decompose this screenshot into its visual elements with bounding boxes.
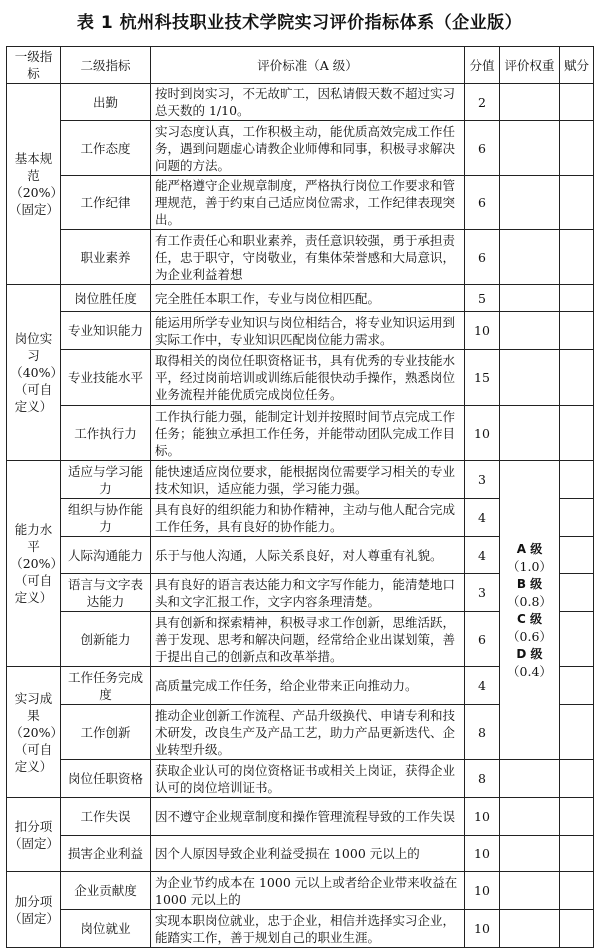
item-name: 损害企业利益 [61, 836, 151, 872]
score-value: 3 [465, 461, 500, 499]
criteria-text: 按时到岗实习，不无故旷工，因私请假天数不超过实习总天数的 1/10。 [151, 84, 465, 121]
criteria-text: 推动企业创新工作流程、产品升级换代、申请专利和技术研发，改良生产及产品工艺，助力产品更新迭代、企业转型升级。 [151, 705, 465, 760]
header-assigned: 赋分 [560, 47, 594, 84]
assigned-score-cell[interactable] [560, 176, 594, 230]
item-name: 职业素养 [61, 230, 151, 285]
table-row [7, 461, 594, 499]
criteria-text: 有工作责任心和职业素养，责任意识较强，勇于承担责任，忠于职守，守岗敬业，有集体荣誉感和大局意识，为企业利益着想 [151, 230, 465, 285]
weight-a-label: A 级 [516, 542, 543, 556]
header-row [7, 47, 594, 84]
weight-cell [500, 230, 560, 285]
table-row [7, 406, 594, 461]
weight-cell [500, 836, 560, 872]
criteria-text: 工作执行能力强，能制定计划并按照时间节点完成工作任务；能独立承担工作任务，并能带动团队完成工作目标。 [151, 406, 465, 461]
table-row [7, 285, 594, 312]
group-name: 加分项（固定） [7, 872, 61, 948]
assigned-score-cell[interactable] [560, 230, 594, 285]
weight-cell [500, 285, 560, 312]
header-score: 分值 [465, 47, 500, 84]
header-level2: 二级指标 [61, 47, 151, 84]
score-value: 10 [465, 872, 500, 910]
header-criteria: 评价标准（A 级） [151, 47, 465, 84]
assigned-score-cell[interactable] [560, 612, 594, 667]
assigned-score-cell[interactable] [560, 406, 594, 461]
table-row [7, 760, 594, 798]
score-value: 10 [465, 406, 500, 461]
criteria-text: 能严格遵守企业规章制度，严格执行岗位工作要求和管理规范，善于约束自己适应岗位需求，工作纪律表现突出。 [151, 176, 465, 230]
weight-cell [500, 121, 560, 176]
score-value: 4 [465, 537, 500, 574]
criteria-text: 高质量完成工作任务，给企业带来正向推动力。 [151, 667, 465, 705]
assigned-score-cell[interactable] [560, 84, 594, 121]
item-name: 人际沟通能力 [61, 537, 151, 574]
weight-cell [500, 176, 560, 230]
score-value: 2 [465, 84, 500, 121]
item-name: 岗位就业 [61, 910, 151, 948]
assigned-score-cell[interactable] [560, 537, 594, 574]
table-row [7, 84, 594, 121]
weight-d-value: （0.4） [507, 664, 552, 679]
header-level1: 一级指标 [7, 47, 61, 84]
table-row [7, 312, 594, 350]
assigned-score-cell[interactable] [560, 705, 594, 760]
item-name: 专业技能水平 [61, 350, 151, 406]
assigned-score-cell[interactable] [560, 285, 594, 312]
criteria-text: 实习态度认真，工作积极主动，能优质高效完成工作任务，遇到问题虚心请教企业师傅和同事，积极寻求解决问题的方法。 [151, 121, 465, 176]
criteria-text: 取得相关的岗位任职资格证书，具有优秀的专业技能水平，经过岗前培训或训练后能很快动手操作，熟悉岗位业务流程并能优质完成岗位任务。 [151, 350, 465, 406]
weight-cell [500, 350, 560, 406]
score-value: 4 [465, 667, 500, 705]
evaluation-table [6, 46, 594, 948]
criteria-text: 完全胜任本职工作，专业与岗位相匹配。 [151, 285, 465, 312]
assigned-score-cell[interactable] [560, 461, 594, 499]
table-row [7, 350, 594, 406]
criteria-text: 因个人原因导致企业利益受损在 1000 元以上的 [151, 836, 465, 872]
item-name: 工作执行力 [61, 406, 151, 461]
group-name: 能力水平（20%）（可自定义） [7, 461, 61, 667]
weight-c-label: C 级 [517, 612, 542, 626]
item-name: 语言与文字表达能力 [61, 574, 151, 612]
assigned-score-cell[interactable] [560, 760, 594, 798]
table-row [7, 910, 594, 948]
weight-cell [500, 760, 560, 798]
assigned-score-cell[interactable] [560, 910, 594, 948]
assigned-score-cell[interactable] [560, 667, 594, 705]
assigned-score-cell[interactable] [560, 121, 594, 176]
item-name: 企业贡献度 [61, 872, 151, 910]
group-name: 扣分项（固定） [7, 798, 61, 872]
score-value: 5 [465, 285, 500, 312]
assigned-score-cell[interactable] [560, 350, 594, 406]
item-name: 工作创新 [61, 705, 151, 760]
item-name: 出勤 [61, 84, 151, 121]
criteria-text: 因不遵守企业规章制度和操作管理流程导致的工作失误 [151, 798, 465, 836]
table-row [7, 836, 594, 872]
group-name: 基本规范（20%）（固定） [7, 84, 61, 285]
table-row [7, 121, 594, 176]
score-value: 10 [465, 798, 500, 836]
score-value: 10 [465, 836, 500, 872]
assigned-score-cell[interactable] [560, 312, 594, 350]
item-name: 岗位胜任度 [61, 285, 151, 312]
assigned-score-cell[interactable] [560, 798, 594, 836]
group-name: 岗位实习（40%）（可自定义） [7, 285, 61, 461]
weight-a-value: （1.0） [507, 559, 552, 574]
score-value: 10 [465, 910, 500, 948]
assigned-score-cell[interactable] [560, 872, 594, 910]
score-value: 3 [465, 574, 500, 612]
document-title: 表 1 杭州科技职业技术学院实习评价指标体系（企业版） [76, 13, 523, 33]
header-weight: 评价权重 [500, 47, 560, 84]
group-name: 实习成果（20%）（可自定义） [7, 667, 61, 798]
item-name: 岗位任职资格 [61, 760, 151, 798]
score-value: 6 [465, 176, 500, 230]
table-row [7, 230, 594, 285]
score-value: 10 [465, 312, 500, 350]
weight-cell [500, 406, 560, 461]
item-name: 创新能力 [61, 612, 151, 667]
table-row [7, 176, 594, 230]
item-name: 专业知识能力 [61, 312, 151, 350]
criteria-text: 能快速适应岗位要求，能根据岗位需要学习相关的专业技术知识，适应能力强，学习能力强。 [151, 461, 465, 499]
table-row [7, 872, 594, 910]
criteria-text: 乐于与他人沟通，人际关系良好，对人尊重有礼貌。 [151, 537, 465, 574]
weight-cell [500, 312, 560, 350]
item-name: 工作态度 [61, 121, 151, 176]
score-value: 8 [465, 760, 500, 798]
weight-d-label: D 级 [516, 647, 543, 661]
weight-b-value: （0.8） [507, 594, 552, 609]
criteria-text: 能运用所学专业知识与岗位相结合，将专业知识运用到实际工作中，专业知识匹配岗位能力需求。 [151, 312, 465, 350]
weight-levels [500, 461, 560, 760]
item-name: 适应与学习能力 [61, 461, 151, 499]
criteria-text: 为企业节约成本在 1000 元以上或者给企业带来收益在 1000 元以上的 [151, 872, 465, 910]
score-value: 6 [465, 612, 500, 667]
item-name: 组织与协作能力 [61, 499, 151, 537]
weight-cell [500, 872, 560, 910]
weight-b-label: B 级 [516, 577, 543, 591]
assigned-score-cell[interactable] [560, 836, 594, 872]
weight-cell [500, 910, 560, 948]
criteria-text: 具有良好的语言表达能力和文字写作能力，能清楚地口头和文字汇报工作，文字内容条理清楚。 [151, 574, 465, 612]
weight-cell [500, 798, 560, 836]
criteria-text: 获取企业认可的岗位资格证书或相关上岗证，获得企业认可的岗位培训证书。 [151, 760, 465, 798]
criteria-text: 实现本职岗位就业，忠于企业，相信并选择实习企业，能踏实工作，善于规划自己的职业生涯。 [151, 910, 465, 948]
score-value: 6 [465, 230, 500, 285]
weight-column-upper [500, 84, 560, 121]
criteria-text: 具有良好的组织能力和协作精神，主动与他人配合完成工作任务，具有良好的协作能力。 [151, 499, 465, 537]
score-value: 8 [465, 705, 500, 760]
score-value: 6 [465, 121, 500, 176]
criteria-text: 具有创新和探索精神，积极寻求工作创新，思维活跃，善于发现、思考和解决问题，经常给企业出谋划策，善于提出自己的创新点和改革举措。 [151, 612, 465, 667]
assigned-score-cell[interactable] [560, 499, 594, 537]
table-row [7, 798, 594, 836]
item-name: 工作失误 [61, 798, 151, 836]
weight-c-value: （0.6） [507, 629, 552, 644]
item-name: 工作纪律 [61, 176, 151, 230]
score-value: 4 [465, 499, 500, 537]
item-name: 工作任务完成度 [61, 667, 151, 705]
score-value: 15 [465, 350, 500, 406]
assigned-score-cell[interactable] [560, 574, 594, 612]
